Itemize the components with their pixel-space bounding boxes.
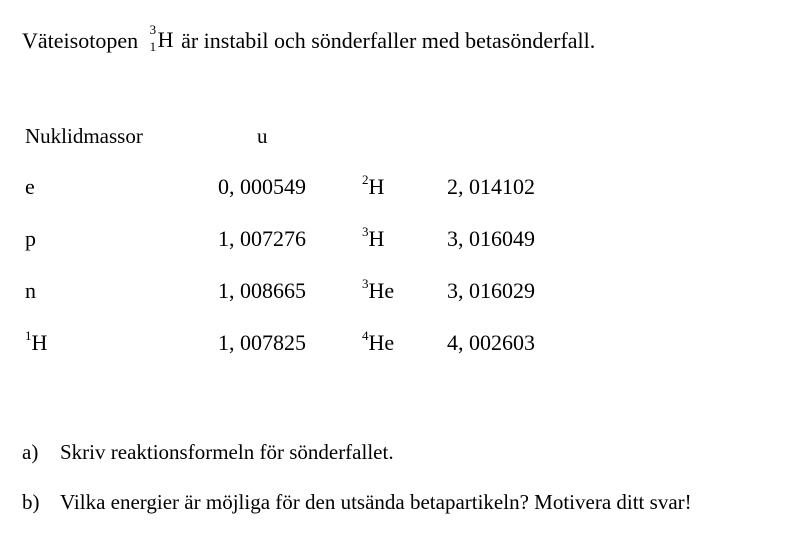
table-header-label: Nuklidmassor: [25, 124, 143, 148]
nuclide-name: $^3$H: [362, 224, 385, 251]
question-text: Skriv reaktionsformeln för sönderfallet.: [60, 440, 394, 464]
question-b: [22, 490, 692, 515]
question-label: b): [22, 490, 40, 514]
nuclide-name: $^3$He: [362, 276, 395, 303]
nuclide-mass: 3, 016049: [447, 226, 535, 251]
nuclide-mass: 1, 007825: [218, 330, 306, 355]
isotope-symbol: H: [157, 27, 174, 52]
intro-sentence: [22, 22, 596, 54]
nuclide-name: $^4$He: [362, 328, 395, 355]
nuclide-mass: 4, 002603: [447, 330, 535, 355]
nuclide-mass: 1, 007276: [218, 226, 306, 251]
table-header-unit: u: [257, 124, 268, 148]
question-a: [22, 440, 394, 465]
nuclide-mass: 0, 000549: [218, 174, 306, 199]
question-text: Vilka energier är möjliga för den utsända betapartikeln? Motivera ditt svar!: [60, 490, 692, 514]
intro-suffix: är instabil och sönderfaller med betasönderfall.: [181, 28, 596, 53]
nuclide-mass: 3, 016029: [447, 278, 535, 303]
nuclide-name: e: [25, 174, 35, 199]
isotope-atomic-number: 1: [149, 39, 157, 54]
nuclide-mass: 1, 008665: [218, 278, 306, 303]
nuclide-name: $^1$H: [25, 328, 48, 355]
tritium-notation: [144, 22, 176, 54]
nuclide-name: $^2$H: [362, 172, 385, 199]
nuclide-name: n: [25, 278, 36, 303]
question-label: a): [22, 440, 39, 464]
isotope-mass-number: 3: [149, 22, 157, 37]
nuclide-name: p: [25, 226, 36, 251]
intro-prefix: Väteisotopen: [22, 28, 139, 53]
nuclide-mass: 2, 014102: [447, 174, 535, 199]
